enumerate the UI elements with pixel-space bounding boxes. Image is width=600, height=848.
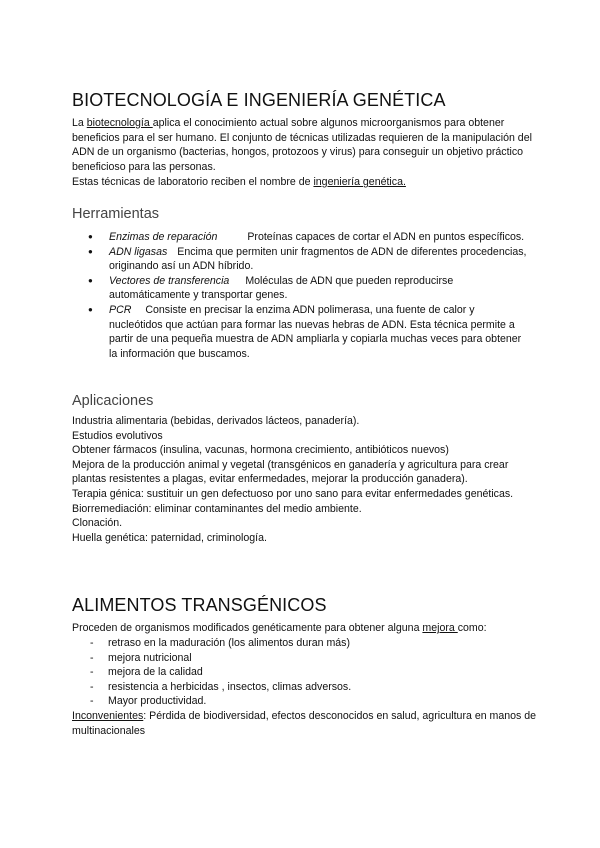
item-desc: Proteínas capaces de cortar el ADN en puntos específicos. <box>247 231 525 243</box>
transgenicos-intro-pre: Proceden de organismos modificados genéticamente para obtener alguna <box>72 622 423 634</box>
item-desc: Encima que permiten unir fragmentos de ADN de diferentes procedencias, originando así un ADN híbrido. <box>109 245 527 273</box>
ingenieria-line <box>72 175 542 190</box>
item-term: Vectores de transferencia <box>109 274 230 287</box>
list-item <box>88 274 528 303</box>
list-item <box>88 303 528 361</box>
item-term: Enzimas de reparación <box>109 231 218 243</box>
item-desc: Moléculas de ADN que pueden reproducirse automáticamente y transportar genes. <box>109 274 454 302</box>
inconvenientes-paragraph <box>72 709 542 738</box>
intro-pre: La <box>72 117 87 129</box>
section-title-transgenicos: ALIMENTOS TRANSGÉNICOS <box>72 595 327 615</box>
aplicacion-line: Mejora de la producción animal y vegetal (transgénicos en ganadería y agricultura para crear plantas resistentes a plagas, evitar enfermedades, mejorar la producción ganadera). <box>72 458 509 486</box>
aplicacion-line: Obtener fármacos (insulina, vacunas, hormona crecimiento, antibióticos nuevos) <box>72 444 449 457</box>
heading-aplicaciones: Aplicaciones <box>72 393 154 409</box>
intro-post: aplica el conocimiento actual sobre algunos microorganismos para obtener beneficios para el ser humano. El conjunto de técnicas utilizadas requieren de la manipulación del ADN de un organismo (bacterias, hongos, protozoos y virus) para conseguir un objetivo práctico beneficioso para las personas. <box>72 117 532 173</box>
aplicacion-line: Terapia génica: sustituir un gen defectuoso por uno sano para evitar enfermedades genéticas. <box>72 487 514 500</box>
ingenieria-pre: Estas técnicas de laboratorio reciben el nombre de <box>72 176 314 188</box>
list-item: - mejora nutricional <box>90 651 351 666</box>
aplicacion-line: Huella genética: paternidad, criminología. <box>72 531 267 544</box>
term-biotecnologia: biotecnología <box>86 117 153 129</box>
aplicacion-line: Clonación. <box>72 517 123 530</box>
aplicacion-line: Biorremediación: eliminar contaminantes del medio ambiente. <box>72 502 362 515</box>
heading-herramientas: Herramientas <box>72 206 160 222</box>
list-item: - mejora de la calidad <box>90 665 351 680</box>
transgenicos-intro <box>72 621 542 636</box>
item-desc: Consiste en precisar la enzima ADN polimerasa, una fuente de calor y nucleótidos que actúan para formar las nuevas hebras de ADN. Esta técnica permite a partir de una pequeña muestra de ADN ampliarla y copiarla muchas veces para obtener la información que buscamos. <box>109 303 522 360</box>
inconvenientes-text: : Pérdida de biodiversidad, efectos desconocidos en salud, agricultura en manos de multinacionales <box>72 710 537 737</box>
list-item <box>88 245 528 274</box>
list-item: - resistencia a herbicidas , insectos, climas adversos. <box>90 680 351 695</box>
section-title-biotecnologia: BIOTECNOLOGÍA E INGENIERÍA GENÉTICA <box>72 90 446 110</box>
list-item <box>88 230 528 245</box>
transgenicos-intro-post: como: <box>457 622 487 634</box>
list-item: - retraso en la maduración (los alimentos duran más) <box>90 636 351 651</box>
item-term: PCR <box>109 303 132 316</box>
term-mejora: mejora <box>422 622 458 634</box>
aplicacion-line: Industria alimentaria (bebidas, derivados lácteos, panadería). <box>72 415 360 427</box>
term-inconvenientes: Inconvenientes <box>72 710 144 722</box>
list-item: - Mayor productividad. <box>90 694 351 709</box>
term-ingenieria-genetica: ingeniería genética. <box>313 176 406 188</box>
item-term: ADN ligasas <box>109 245 168 258</box>
herramientas-list <box>88 230 528 361</box>
mejoras-list <box>90 636 351 709</box>
intro-paragraph <box>72 116 542 174</box>
aplicaciones-block <box>72 414 542 545</box>
aplicacion-line: Estudios evolutivos <box>72 429 163 442</box>
